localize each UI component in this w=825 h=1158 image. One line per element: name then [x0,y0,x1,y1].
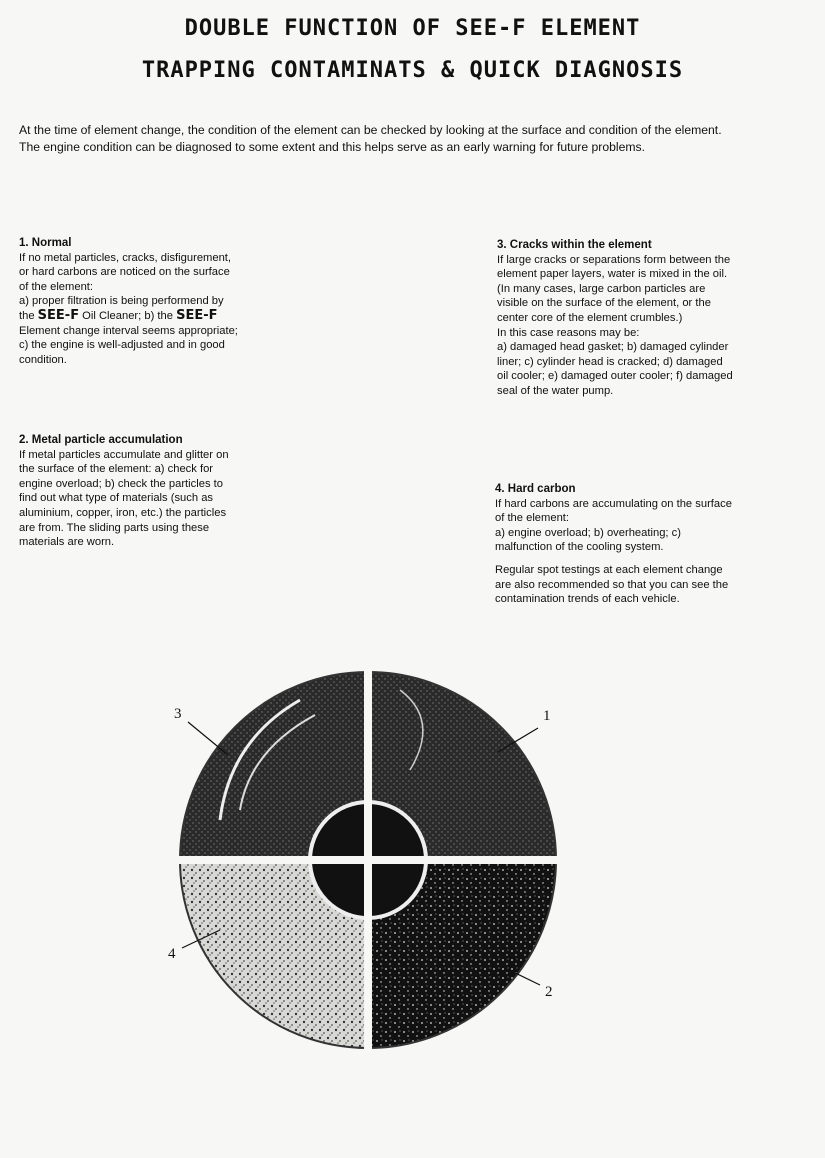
section-text: If no metal particles, cracks, disfigurement, or hard carbons are noticed on the surface of the element: [19,251,232,293]
intro-paragraph: At the time of element change, the condition of the element can be checked by looking at the surface and condition of the element. The engine condition can be diagnosed to some extent and this helps serve as an early warning for future problems. [19,123,722,154]
section-heading: 1. Normal [19,237,72,249]
section-metal-particle [19,433,241,550]
section-heading: 2. Metal particle accumulation [19,434,183,446]
section-hard-carbon [495,482,735,607]
section-heading: 4. Hard carbon [495,483,576,495]
section-text: a) damaged head gasket; b) damaged cylinder liner; c) cylinder head is cracked; d) damaged oil cooler; e) damaged outer cooler; f) damaged seal of the water pump. [497,341,733,397]
section-text: In this case reasons may be: [497,326,640,339]
brand-name: SEE-F [176,307,218,323]
section-text: a) proper filtration is being performend by the SEE-F Oil Cleaner; b) the SEE-F Element change interval seems appropriate; c) the engine is well-adjusted and in good condition. [19,295,238,366]
section-heading: 3. Cracks within the element [497,239,652,251]
divider-vertical [364,660,372,1060]
label-3: 3 [174,706,182,722]
label-4: 4 [168,946,176,962]
brand-name: SEE-F [37,307,80,323]
section-cracks [497,238,737,399]
element-diagram [150,660,590,1060]
section-text: If metal particles accumulate and glitter on the surface of the element: a) check for engine overload; b) check the particles to find out what type of materials (such as aluminium, copper, iron, etc.) the particles are from. The sliding parts using these materials are worn. [19,448,229,549]
filter-element-illustration [150,660,590,1060]
section-text: If large cracks or separations form between the element paper layers, water is mixed in the oil. (In many cases, large carbon particles are visible on the surface of the element, or the center core of the element crumbles.) [497,253,731,324]
section-text: Regular spot testings at each element change are also recommended so that you can see the contamination trends of each vehicle. [495,563,729,606]
page-title: DOUBLE FUNCTION OF SEE-F ELEMENT [184,16,641,41]
page-subtitle: TRAPPING CONTAMINATS & QUICK DIAGNOSIS [141,58,684,83]
label-2: 2 [545,984,553,1000]
leader-line-3 [188,722,228,755]
section-normal [19,236,241,367]
section-text: If hard carbons are accumulating on the surface of the element: [495,497,732,525]
label-1: 1 [543,708,551,724]
section-text: a) engine overload; b) overheating; c) malfunction of the cooling system. [495,526,681,554]
